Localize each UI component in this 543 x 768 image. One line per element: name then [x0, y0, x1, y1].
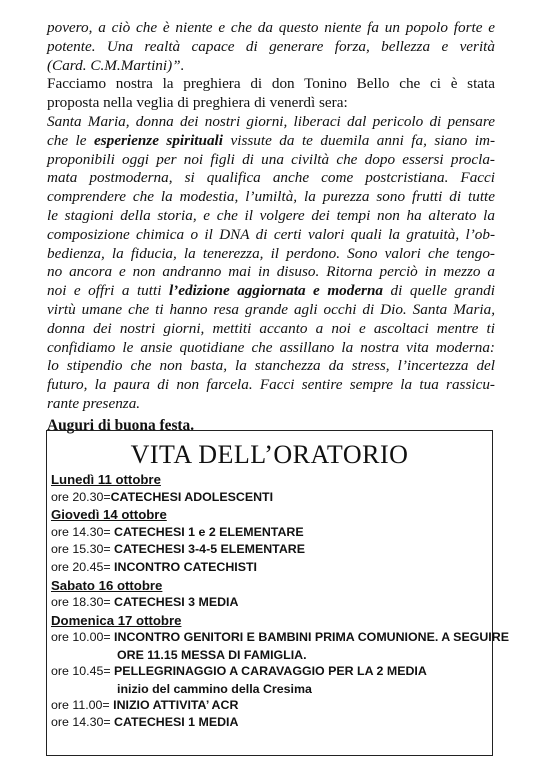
prayer-line: noi e offri a tutti l’edizione aggiornata e moderna di quelle grandi: [47, 282, 495, 300]
day-heading: Lunedì 11 ottobre: [51, 472, 161, 487]
prayer-line: mata postmoderna, si qualifica anche come postcristiana. Facci: [47, 169, 495, 187]
prayer-line: rante presenza.: [47, 394, 141, 412]
highlight-updated-edition: l’edizione aggiornata e moderna: [168, 282, 384, 300]
schedule-row: ore 14.30= CATECHESI 1 MEDIA: [51, 715, 239, 730]
quote-paragraph: [47, 19, 495, 75]
intro-line: Facciamo nostra la preghiera di don Tonino Bello che ci è stata: [47, 75, 495, 93]
prayer-line: virtù umane che ti hanno resa grande agli occhi di Dio. Santa Maria,: [47, 300, 495, 318]
quote-line: potente. Una realtà capace di generare forza, bellezza e verità: [47, 37, 495, 55]
page-body: [47, 19, 495, 435]
greeting: Auguri di buona festa.: [47, 416, 195, 434]
schedule-row: ore 18.30= CATECHESI 3 MEDIA: [51, 595, 239, 610]
prayer-line: donna dei nostri giorni, mettiti accanto a noi e ascoltaci mentre ti: [47, 319, 495, 337]
prayer-line: lo stipendio che non basta, la stanchezza da stress, l’incertezza del: [47, 357, 495, 375]
prayer-line: comprendere che la modestia, l’umiltà, la purezza sono frutti di tutte: [47, 188, 495, 206]
schedule-row: ore 14.30= CATECHESI 1 e 2 ELEMENTARE: [51, 524, 304, 539]
prayer-line: Santa Maria, donna dei nostri giorni, liberaci dal pericolo di pensare: [47, 112, 495, 130]
prayer-line: che le esperienze spirituali vissute da te duemila anni fa, siano im-: [47, 131, 495, 149]
oratorio-box: [46, 430, 509, 756]
schedule-row: ore 10.45= PELLEGRINAGGIO A CARAVAGGIO PER LA 2 MEDIA: [51, 663, 427, 678]
schedule: [47, 471, 509, 732]
schedule-row: ore 10.00= INCONTRO GENITORI E BAMBINI PRIMA COMUNIONE. A SEGUIRE: [51, 630, 509, 645]
intro-paragraph: [47, 75, 495, 113]
schedule-row: ore 20.45= INCONTRO CATECHISTI: [51, 559, 257, 574]
prayer-paragraph: [47, 113, 495, 414]
day-heading: Sabato 16 ottobre: [51, 577, 163, 593]
prayer-line: proponibili oggi per noi figli di una civiltà che dopo essersi procla-: [47, 150, 495, 168]
prayer-line: composizione chimica o il DNA di certi valori quali la gratuità, l’ob-: [47, 225, 495, 243]
schedule-row-continuation: ORE 11.15 MESSA DI FAMIGLIA.: [117, 647, 307, 662]
prayer-line: confidiamo le ansie quotidiane che assillano la nostra vita moderna:: [47, 338, 495, 356]
quote-line: (Card. C.M.Martini)”.: [47, 56, 185, 74]
intro-line: proposta nella veglia di preghiera di venerdì sera:: [47, 94, 348, 112]
highlight-spiritual-experiences: esperienze spirituali: [94, 131, 223, 149]
prayer-line: le stagioni della storia, e che il volgere dei tempi non ha alterato la: [47, 206, 495, 224]
prayer-line: no ancora e non andranno mai in disuso. Ritorna perciò in mezzo a: [47, 263, 495, 281]
day-heading: Giovedì 14 ottobre: [51, 507, 167, 523]
schedule-row: ore 11.00= INIZIO ATTIVITA’ ACR: [51, 697, 239, 712]
schedule-row: ore 20.30=CATECHESI ADOLESCENTI: [51, 489, 274, 504]
prayer-line: futuro, la paura di non farcela. Facci sentire sempre la tua rassicu-: [47, 376, 495, 394]
day-heading: Domenica 17 ottobre: [51, 612, 182, 628]
prayer-line: bedienza, la fiducia, la tenerezza, il perdono. Sono valori che tengo-: [47, 244, 495, 262]
schedule-row: ore 15.30= CATECHESI 3-4-5 ELEMENTARE: [51, 542, 305, 557]
quote-line: povero, a ciò che è niente e che da questo niente fa un popolo forte e: [47, 19, 495, 36]
schedule-row-continuation: inizio del cammino della Cresima: [117, 681, 312, 696]
oratorio-title: VITA DELL’ORATORIO: [130, 440, 409, 469]
